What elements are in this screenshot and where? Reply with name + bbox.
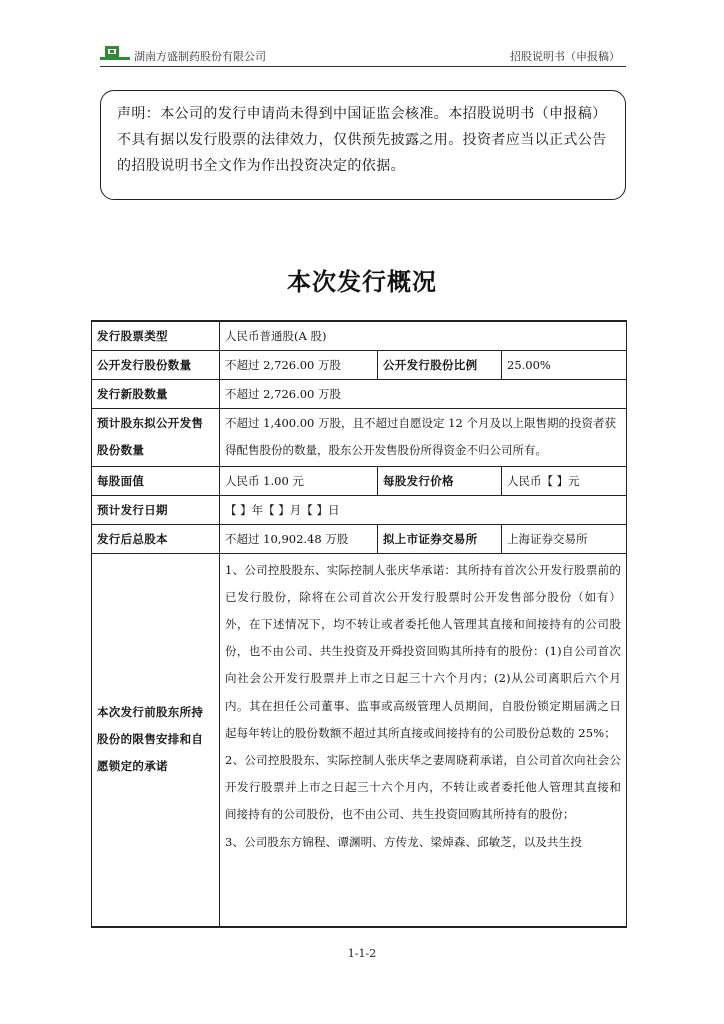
table-row [92, 379, 627, 408]
new-shares-label: 发行新股数量 [92, 379, 220, 408]
logo-mark-icon [105, 46, 119, 57]
new-shares-value: 不超过 2,726.00 万股 [220, 379, 627, 408]
stock-type-label: 发行股票类型 [92, 321, 220, 350]
table-row [92, 495, 627, 524]
company-name: 湖南方盛制药股份有限公司 [134, 50, 266, 63]
offering-overview-table [91, 320, 627, 928]
disclaimer-box [100, 90, 626, 200]
issue-date-label: 预计发行日期 [92, 495, 220, 524]
table-row [92, 524, 627, 553]
table-row [92, 321, 627, 350]
lockup-paragraph-2: 2、公司控股股东、实际控制人张庆华之妻周晓莉承诺，自公司首次向社会公开发行股票并上市之日起三十六个月内，不转让或者委托他人管理其直接和间接持有的公司股份，也不由公司、共生投资回购其所持有的股份； [225, 752, 622, 822]
table-row [92, 466, 627, 495]
company-logo [100, 46, 130, 62]
issue-date-value: 【 】年【 】月【 】日 [220, 495, 627, 524]
lockup-paragraph-1: 1、公司控股股东、实际控制人张庆华承诺：其所持有首次公开发行股票前的已发行股份，除将在公司首次公开发行股票时公开发售部分股份（如有）外，在下述情况下，均不转让或者委托他人管理其直接和间接持有的公司股份，也不由公司、共生投资及开舜投资回购其所持有的股份：(1)自公司首次向社会公开发行股票并上市之日起三十六个月内；(2)从公司离职后六个月内。其在担任公司董事、监事或高级管理人员期间，自股份锁定期届满之日起每年转让的股份数额不超过其所直接或间接持有的公司股份总数的 25%； [225, 562, 622, 740]
page-title: 本次发行概况 [287, 268, 437, 296]
holder-sale-value: 不超过 1,400.00 万股，且不超过自愿设定 12 个月及以上限售期的投资者获得配售股份的数量，股东公开发售股份所得资金不归公司所有。 [220, 408, 627, 466]
page-number: 1-1-2 [347, 947, 377, 960]
par-value-label: 每股面值 [92, 466, 220, 495]
public-ratio-label: 公开发行股份比例 [378, 350, 502, 379]
table-row [92, 553, 627, 927]
public-shares-value: 不超过 2,726.00 万股 [220, 350, 378, 379]
stock-type-value: 人民币普通股(A 股) [220, 321, 627, 350]
total-capital-value: 不超过 10,902.48 万股 [220, 524, 378, 553]
disclaimer-text: 声明：本公司的发行申请尚未得到中国证监会核准。本招股说明书（申报稿）不具有据以发行股票的法律效力，仅供预先披露之用。投资者应当以正式公告的招股说明书全文作为作出投资决定的依据。 [117, 106, 607, 174]
issue-price-value: 人民币【 】元 [502, 466, 627, 495]
lockup-label: 本次发行前股东所持股份的限售安排和自愿锁定的承诺 [92, 553, 220, 927]
total-capital-label: 发行后总股本 [92, 524, 220, 553]
logo-strip [100, 57, 130, 60]
exchange-value: 上海证券交易所 [502, 524, 627, 553]
page-header [100, 44, 626, 67]
public-ratio-value: 25.00% [502, 350, 627, 379]
lockup-paragraph-3: 3、公司股东方锦程、谭渊明、方传龙、梁焯森、邱敏芝，以及共生投 [225, 834, 582, 849]
exchange-label: 拟上市证券交易所 [378, 524, 502, 553]
holder-sale-label: 预计股东拟公开发售股份数量 [92, 408, 220, 466]
issue-price-label: 每股发行价格 [378, 466, 502, 495]
lockup-commitments [220, 553, 627, 927]
table-row [92, 350, 627, 379]
table-row [92, 408, 627, 466]
document-type: 招股说明书（申报稿） [510, 50, 620, 63]
public-shares-label: 公开发行股份数量 [92, 350, 220, 379]
par-value-value: 人民币 1.00 元 [220, 466, 378, 495]
